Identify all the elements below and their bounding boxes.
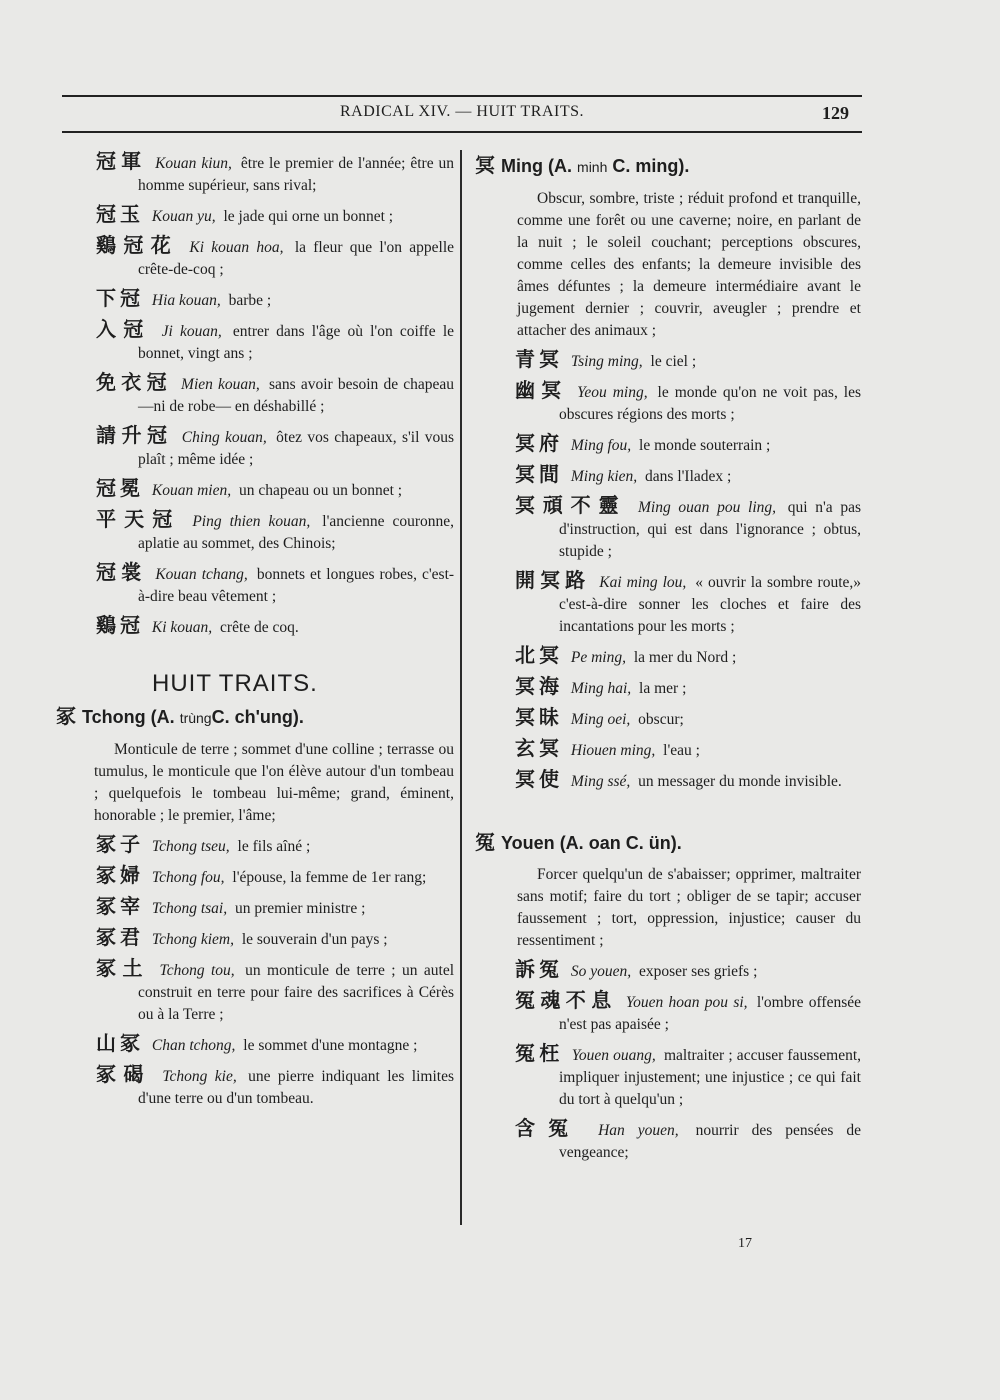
entry-definition: nourrir des pensées de vengeance; xyxy=(559,1122,861,1161)
entry-characters: 免衣冠 xyxy=(96,370,172,394)
entry-romanization: Ki kouan hoa, xyxy=(189,239,284,256)
entry-characters: 幽冥 xyxy=(515,378,568,402)
entry-characters: 冢宰 xyxy=(96,894,144,918)
entry-characters: 冢土 xyxy=(96,956,150,980)
running-title: RADICAL XIV. — HUIT TRAITS. xyxy=(340,103,585,120)
entry-definition: un chapeau ou un bonnet ; xyxy=(238,482,403,499)
entry-romanization: Yeou ming, xyxy=(577,384,648,401)
left-column xyxy=(56,149,455,1116)
dictionary-entry xyxy=(80,477,454,502)
entry-characters: 冥府 xyxy=(515,431,563,455)
headword-label: Tchong xyxy=(82,707,146,727)
ming-entries xyxy=(515,348,861,793)
entry-characters: 冠玉 xyxy=(96,202,144,226)
dictionary-entry xyxy=(80,926,454,951)
entry-romanization: Ching kouan, xyxy=(181,429,267,446)
annamite-reading: minh xyxy=(577,159,608,175)
entry-characters: 山冢 xyxy=(96,1031,144,1055)
entry-definition: le sommet d'une montagne ; xyxy=(243,1037,418,1054)
dictionary-entry xyxy=(503,958,861,983)
entry-romanization: Hia kouan, xyxy=(151,292,221,309)
dictionary-entry xyxy=(503,706,861,731)
ming-definition: Obscur, sombre, triste ; réduit profond et tranquille, comme une forêt ou une caverne; noire, en parlant de la nuit ; le soleil couchant; perceptions obscures, comme celles des enfants; la demeure invisible des âmes défuntes ; la demeure intermédiaire avant le jugement dernier ; couvrir, aveugler ; prendre et attacher des animaux ; xyxy=(517,190,861,339)
entry-definition: dans l'Iladex ; xyxy=(645,468,732,485)
headword-label: Ming xyxy=(501,156,543,176)
dictionary-entry xyxy=(80,1063,454,1110)
entry-characters: 鷄冠花 xyxy=(96,233,179,257)
entry-definition: la mer ; xyxy=(639,680,687,697)
entry-characters: 冥使 xyxy=(515,767,563,791)
dictionary-entry xyxy=(80,864,454,889)
entry-romanization: Mien kouan, xyxy=(181,376,260,393)
dictionary-entry xyxy=(503,379,861,426)
entry-definition: maltraiter ; accuser faussement, impliquer injustement; une injustice ; ce qui fait du tort à quelqu'un ; xyxy=(559,1047,862,1108)
entry-romanization: Kai ming lou, xyxy=(599,574,687,591)
entry-characters: 冥海 xyxy=(515,674,563,698)
entry-romanization: Tchong fou, xyxy=(151,869,225,886)
dictionary-entry xyxy=(503,644,861,669)
entry-definition: un premier ministre ; xyxy=(234,900,366,917)
dictionary-entry xyxy=(80,287,454,312)
entry-romanization: Hiouen ming, xyxy=(570,742,656,759)
entry-characters: 入冠 xyxy=(96,317,151,341)
entry-characters: 冢碣 xyxy=(96,1062,151,1086)
entry-characters: 請升冠 xyxy=(96,423,173,447)
tchong-entries xyxy=(96,833,454,1110)
entry-romanization: Ki kouan, xyxy=(151,619,213,636)
entry-definition: barbe ; xyxy=(228,292,272,309)
entry-definition: « ouvrir la sombre route,» c'est-à-dire sonner les cloches et faire des incantations pour les morts ; xyxy=(559,574,862,635)
header-rule xyxy=(62,131,862,133)
signature-mark: 17 xyxy=(738,1236,752,1251)
entry-romanization: Chan tchong, xyxy=(151,1037,236,1054)
headword-character: 冤 xyxy=(475,830,495,854)
entry-characters: 下冠 xyxy=(96,286,144,310)
entry-definition: un messager du monde invisible. xyxy=(638,773,842,790)
entry-definition: la mer du Nord ; xyxy=(633,649,737,666)
entry-romanization: Tchong tsai, xyxy=(151,900,228,917)
annamite-reading: trùng xyxy=(179,710,212,726)
entry-definition: l'épouse, la femme de 1er rang; xyxy=(232,869,427,886)
entry-characters: 訴冤 xyxy=(515,957,563,981)
dictionary-entry xyxy=(80,833,454,858)
dictionary-entry xyxy=(80,895,454,920)
dictionary-entry xyxy=(80,150,454,197)
entry-definition: un monticule de terre ; un autel construit en terre pour faire des sacrifices à Cérès ou à la Terre ; xyxy=(138,962,455,1023)
top-rule xyxy=(62,95,862,97)
entry-romanization: Tchong kie, xyxy=(162,1068,237,1085)
page-number: 129 xyxy=(822,103,849,123)
headword-youen xyxy=(475,831,861,854)
spacer xyxy=(515,799,861,821)
entry-characters: 冠軍 xyxy=(96,149,147,173)
annamite-marker: (A. xyxy=(548,156,573,176)
cantonese-reading: ün). xyxy=(648,833,682,853)
entry-characters: 冥間 xyxy=(515,462,563,486)
tchong-definition: Monticule de terre ; sommet d'une colline ; terrasse ou tumulus, le monticule que l'on élève autour d'un tombeau ; quelquefois le tombeau lui-même; grand, éminent, honorable ; le premier, l'âme; xyxy=(94,741,454,824)
entry-characters: 冤魂不息 xyxy=(515,988,617,1012)
dictionary-entry xyxy=(80,234,454,281)
entry-romanization: Ming kien, xyxy=(570,468,638,485)
cantonese-reading: ming). xyxy=(635,156,690,176)
dictionary-entry xyxy=(80,561,454,608)
entry-definition: bonnets et longues robes, c'est-à-dire beau vêtement ; xyxy=(138,566,455,605)
dictionary-entry xyxy=(503,1042,861,1111)
entry-definition: sans avoir besoin de chapeau —ni de robe— en déshabillé ; xyxy=(138,376,455,415)
cantonese-reading: ch'ung). xyxy=(234,707,304,727)
entry-romanization: Tchong tou, xyxy=(159,962,235,979)
entry-romanization: Tchong tseu, xyxy=(151,838,230,855)
dictionary-entry xyxy=(503,675,861,700)
cantonese-marker: C. xyxy=(612,156,631,176)
entry-romanization: Ping thien kouan, xyxy=(192,513,311,530)
entry-definition: le monde souterrain ; xyxy=(639,437,771,454)
dictionary-entry xyxy=(503,1117,861,1164)
section-heading: HUIT TRAITS. xyxy=(152,670,318,697)
entry-definition: crête de coq. xyxy=(220,619,299,636)
entry-romanization: Ming hai, xyxy=(570,680,632,697)
entry-definition: obscur; xyxy=(638,711,684,728)
entry-characters: 開冥路 xyxy=(515,568,591,592)
dictionary-entry xyxy=(503,348,861,373)
dictionary-entry xyxy=(80,508,454,555)
dictionary-entry xyxy=(80,957,454,1026)
youen-entries xyxy=(515,958,861,1164)
entry-definition: le ciel ; xyxy=(650,353,697,370)
entry-romanization: Ming fou, xyxy=(570,437,632,454)
headword-label: Youen xyxy=(501,833,555,853)
dictionary-entry xyxy=(80,318,454,365)
left-entries xyxy=(96,150,454,639)
headword-tchong xyxy=(56,705,454,729)
entry-romanization: Youen ouang, xyxy=(571,1047,656,1064)
entry-romanization: Kouan tchang, xyxy=(155,566,248,583)
entry-definition: exposer ses griefs ; xyxy=(639,963,758,980)
entry-characters: 青冥 xyxy=(515,347,563,371)
entry-characters: 冤枉 xyxy=(515,1041,564,1065)
headword-character: 冢 xyxy=(56,704,76,728)
dictionary-entry xyxy=(503,768,861,793)
entry-characters: 含冤 xyxy=(515,1116,582,1140)
entry-romanization: Youen hoan pou si, xyxy=(625,994,748,1011)
entry-definition: la fleur que l'on appelle crête-de-coq ; xyxy=(138,239,455,278)
right-column xyxy=(475,150,862,1170)
annamite-marker: (A. xyxy=(559,833,584,853)
entry-romanization: Tsing ming, xyxy=(570,353,643,370)
entry-romanization: Tchong kiem, xyxy=(151,931,234,948)
entry-romanization: Ming ssé, xyxy=(570,773,631,790)
entry-characters: 玄冥 xyxy=(515,736,563,760)
entry-definition: être le premier de l'année; être un homme supérieur, sans rival; xyxy=(138,155,455,194)
entry-definition: le monde qu'on ne voit pas, les obscures régions des morts ; xyxy=(559,384,862,423)
column-divider xyxy=(460,150,462,1225)
entry-characters: 冢婦 xyxy=(96,863,144,887)
cantonese-marker: C. xyxy=(625,833,644,853)
entry-definition: qui n'a pas d'instruction, qui est dans l'ignorance ; obtus, stupide ; xyxy=(559,499,862,560)
entry-characters: 冢君 xyxy=(96,925,144,949)
dictionary-entry xyxy=(503,989,861,1036)
entry-definition: une pierre indiquant les limites d'une terre ou d'un tombeau. xyxy=(138,1068,454,1107)
dictionary-entry xyxy=(80,424,454,471)
youen-definition: Forcer quelqu'un de s'abaisser; opprimer, maltraiter sans motif; faire du tort ; obliger de se tapir; accuser faussement ; tort, oppression, injustice; causer du ressentiment ; xyxy=(517,866,861,949)
dictionary-entry xyxy=(503,432,861,457)
entry-definition: entrer dans l'âge où l'on coiffe le bonnet, vingt ans ; xyxy=(138,323,455,362)
entry-definition: l'ombre offensée n'est pas apaisée ; xyxy=(559,994,862,1033)
entry-definition: l'ancienne couronne, aplatie au sommet, des Chinois; xyxy=(138,513,454,552)
entry-characters: 平天冠 xyxy=(96,507,181,531)
entry-definition: le jade qui orne un bonnet ; xyxy=(223,208,394,225)
entry-romanization: Pe ming, xyxy=(570,649,626,666)
entry-romanization: Han youen, xyxy=(598,1122,679,1139)
entry-definition: ôtez vos chapeaux, s'il vous plaît ; même idée ; xyxy=(138,429,455,468)
headword-character: 冥 xyxy=(475,153,495,177)
entry-romanization: Kouan kiun, xyxy=(155,155,232,172)
entry-characters: 冥頑不靈 xyxy=(515,493,627,517)
dictionary-entry xyxy=(80,1032,454,1057)
entry-romanization: Kouan mien, xyxy=(151,482,232,499)
entry-romanization: Ming oei, xyxy=(570,711,631,728)
entry-romanization: Ming ouan pou ling, xyxy=(637,499,777,516)
entry-characters: 冢子 xyxy=(96,832,144,856)
dictionary-entry xyxy=(503,737,861,762)
cantonese-marker: C. xyxy=(211,707,230,727)
entry-characters: 冠裳 xyxy=(96,560,147,584)
entry-characters: 冥昧 xyxy=(515,705,563,729)
dictionary-entry xyxy=(80,614,454,639)
entry-definition: l'eau ; xyxy=(663,742,700,759)
entry-characters: 冠冕 xyxy=(96,476,144,500)
entry-definition: le fils aîné ; xyxy=(237,838,311,855)
entry-characters: 鷄冠 xyxy=(96,613,144,637)
dictionary-entry xyxy=(503,463,861,488)
entry-romanization: Kouan yu, xyxy=(151,208,216,225)
dictionary-entry xyxy=(503,569,861,638)
entry-romanization: Ji kouan, xyxy=(161,323,222,340)
annamite-reading: oan xyxy=(588,833,621,853)
dictionary-entry xyxy=(503,494,861,563)
entry-romanization: So youen, xyxy=(570,963,632,980)
dictionary-entry xyxy=(80,203,454,228)
entry-definition: le souverain d'un pays ; xyxy=(241,931,388,948)
headword-ming xyxy=(475,154,861,178)
entry-characters: 北冥 xyxy=(515,643,563,667)
dictionary-entry xyxy=(80,371,454,418)
annamite-marker: (A. xyxy=(150,707,175,727)
